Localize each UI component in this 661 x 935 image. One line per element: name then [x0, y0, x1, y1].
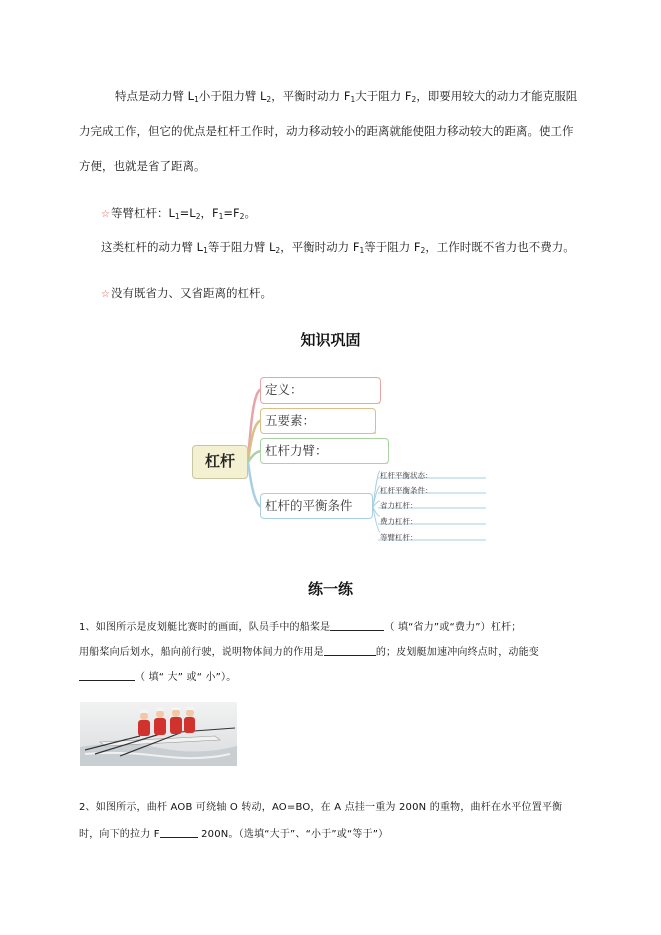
mindmap-branch: 五要素： — [260, 408, 376, 434]
mindmap-leaf: 杠杆平衡状态： — [380, 471, 433, 480]
paragraph-line: 特点是动力臂 $L_1$小于阻力臂 $L_2$，平衡时动力 $F_1$大于阻力 $F_2$，即要用较大的动力才能克服阻 — [115, 89, 578, 104]
section-title: 练一练 — [307, 580, 353, 598]
star-icon: ☆ — [101, 289, 110, 300]
mindmap-branch: 杠杆力臂： — [260, 438, 389, 464]
question-line: （ 填“ 大” 或“ 小”）。 — [79, 669, 236, 685]
mindmap-root: 杠杆 — [192, 445, 248, 479]
mindmap-leaf: 省力杠杆： — [380, 501, 418, 510]
section-title: 知识巩固 — [300, 331, 361, 349]
rowing-photo — [80, 702, 237, 766]
star-icon: ☆ — [101, 209, 110, 220]
paragraph-line: 力完成工作，但它的优点是杠杆工作时，动力移动较小的距离就能使阻力移动较大的距离。使工作 — [79, 124, 574, 138]
answer-blank[interactable] — [324, 644, 376, 656]
mindmap-leaf: 杠杆平衡条件： — [380, 486, 433, 495]
equal-lever-line: ☆等臂杠杆：$L_1=L_2$，$F_1=F_2$。 — [101, 206, 256, 221]
mindmap — [190, 372, 490, 552]
paragraph-line: 这类杠杆的动力臂 $L_1$等于阻力臂 $L_2$，平衡时动力 $F_1$等于阻力 $F_2$，工作时既不省力也不费力。 — [101, 240, 575, 255]
question-line: 用船桨向后划水，船向前行驶，说明物体间力的作用是 的；皮划艇加速冲向终点时，动能变 — [79, 644, 539, 660]
answer-blank[interactable] — [160, 826, 198, 838]
answer-blank[interactable] — [79, 669, 135, 681]
mindmap-leaf: 等臂杠杆： — [380, 533, 418, 542]
mindmap-branch: 杠杆的平衡条件 — [260, 493, 373, 519]
mindmap-leaf: 费力杠杆： — [380, 517, 418, 526]
question-line: 1、如图所示是皮划艇比赛时的画面，队员手中的船桨是 （ 填“省力”或“费力”）杠杆； — [79, 619, 521, 635]
mindmap-branch: 定义： — [260, 377, 381, 404]
question-line: 2、如图所示，曲杆 AOB 可绕轴 O 转动，AO=BO，在 A 点挂一重为 200N 的重物，曲杆在水平位置平衡 — [79, 802, 563, 813]
no-lever-line: ☆没有既省力、又省距离的杠杆。 — [101, 286, 272, 300]
question-line: 时，向下的拉力 F 200N。（选填“大于”、“小于”或“等于”） — [79, 826, 388, 842]
paragraph-line: 方便，也就是省了距离。 — [79, 159, 206, 173]
answer-blank[interactable] — [330, 619, 384, 631]
